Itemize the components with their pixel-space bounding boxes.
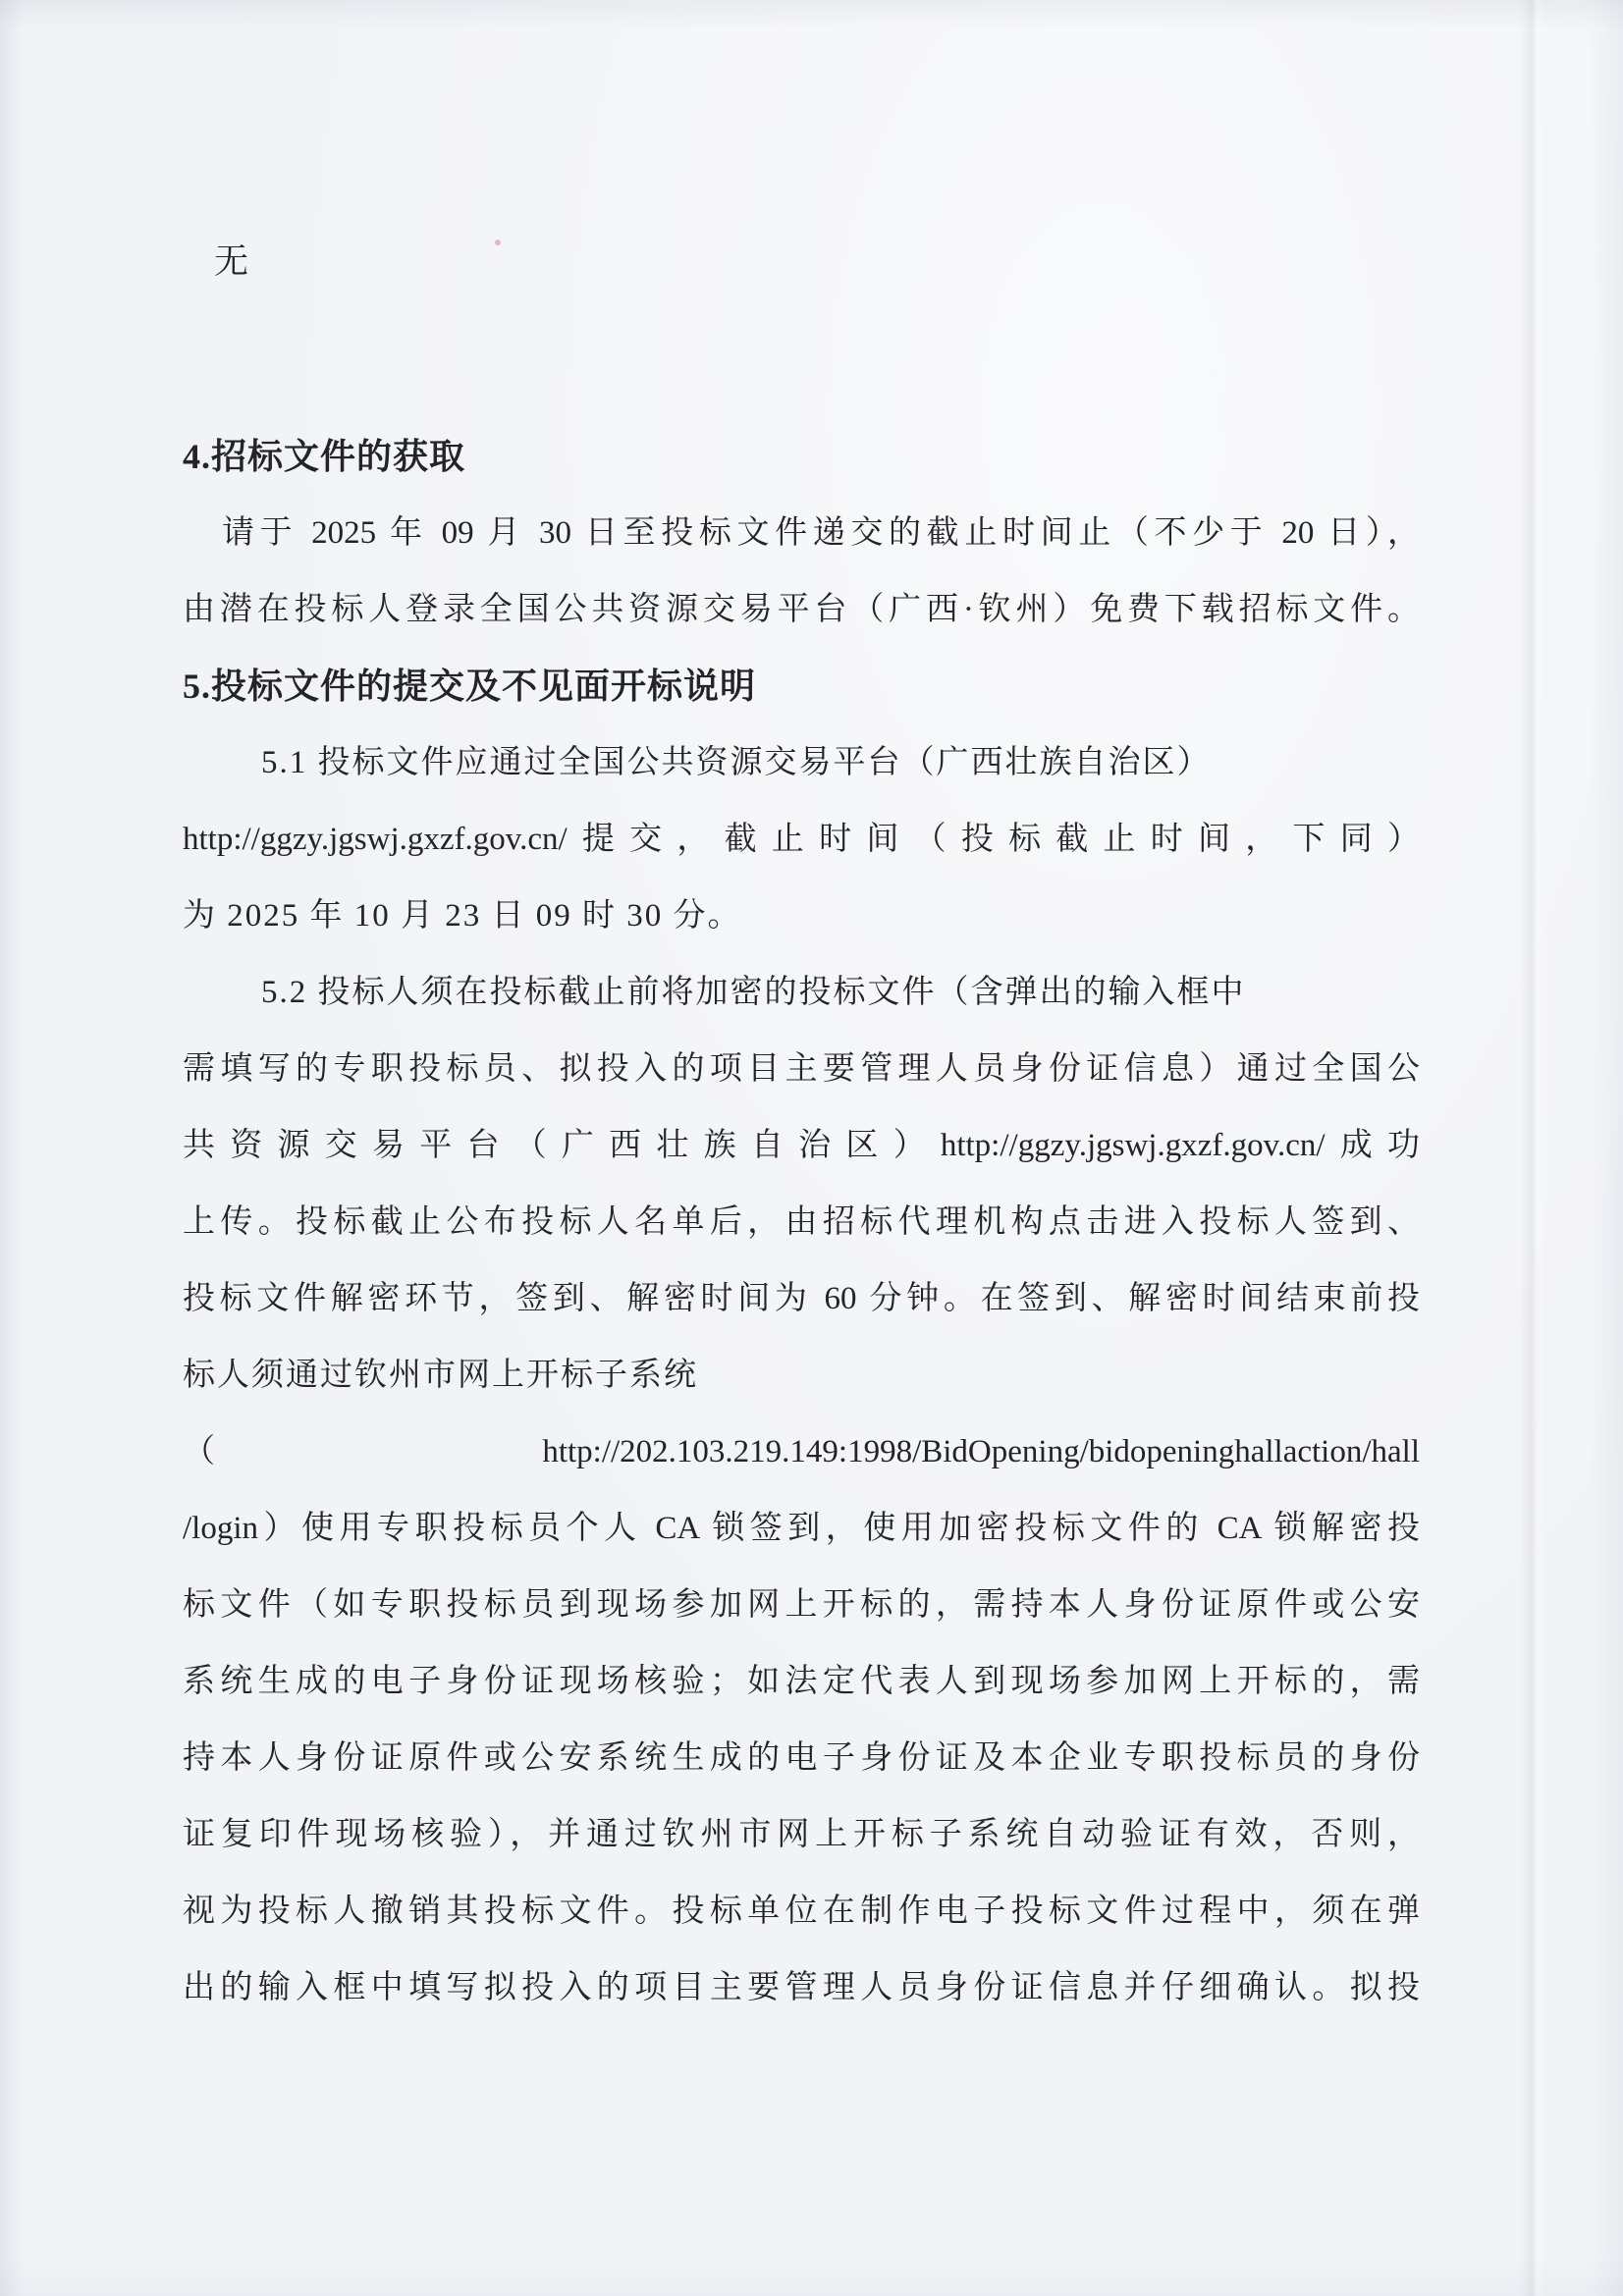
clause-5-2-line: 证复印件现场核验），并通过钦州市网上开标子系统自动验证有效，否则， [183, 1817, 1420, 1852]
top-note: 无 [214, 242, 251, 281]
section-5-heading: 5.投标文件的提交及不见面开标说明 [183, 667, 757, 706]
clause-5-2-line: 投标文件解密环节，签到、解密时间为 60 分钟。在签到、解密时间结束前投 [183, 1281, 1420, 1316]
scan-crease [1520, 0, 1545, 2296]
clause-5-1-line: http://ggzy.jgswj.gxzf.gov.cn/提交，截止时间（投标截止时间，下同） [183, 822, 1420, 857]
clause-5-2-line: （http://202.103.219.149:1998/BidOpening/bidopeninghallaction/hall [183, 1434, 1420, 1469]
clause-5-1-line: 为 2025 年 10 月 23 日 09 时 30 分。 [183, 898, 742, 934]
clause-5-2-line: 共资源交易平台（广西壮族自治区）http://ggzy.jgswj.gxzf.gov.cn/成功 [183, 1128, 1420, 1163]
clause-5-2-line: 系统生成的电子身份证现场核验；如法定代表人到现场参加网上开标的，需 [183, 1664, 1420, 1699]
clause-5-2-line: 需填写的专职投标员、拟投入的项目主要管理人员身份证信息）通过全国公 [183, 1051, 1420, 1087]
clause-5-2-line: 标文件（如专职投标员到现场参加网上开标的，需持本人身份证原件或公安 [183, 1587, 1420, 1623]
clause-5-2-line: 出的输入框中填写拟投入的项目主要管理人员身份证信息并仔细确认。拟投 [183, 1970, 1420, 2005]
clause-5-2-line: 上传。投标截止公布投标人名单后，由招标代理机构点击进入投标人签到、 [183, 1204, 1420, 1240]
section-4-line: 请于 2025 年 09 月 30 日至投标文件递交的截止时间止（不少于 20 日）， [222, 515, 1420, 551]
clause-5-2-line: 视为投标人撤销其投标文件。投标单位在制作电子投标文件过程中，须在弹 [183, 1894, 1420, 1929]
clause-5-1-line: 5.1 投标文件应通过全国公共资源交易平台（广西壮族自治区） [261, 745, 1212, 780]
section-4-heading: 4.招标文件的获取 [183, 437, 466, 476]
section-4-line: 由潜在投标人登录全国公共资源交易平台（广西·钦州）免费下载招标文件。 [183, 592, 1420, 627]
clause-5-2-line: 标人须通过钦州市网上开标子系统 [183, 1358, 698, 1393]
clause-5-2-line: 持本人身份证原件或公安系统生成的电子身份证及本企业专职投标员的身份 [183, 1740, 1420, 1776]
clause-5-2-line: 5.2 投标人须在投标截止前将加密的投标文件（含弹出的输入框中 [261, 975, 1246, 1010]
document-body [183, 0, 1420, 2026]
clause-5-2-line: /login）使用专职投标员个人 CA 锁签到，使用加密投标文件的 CA 锁解密投 [183, 1511, 1420, 1546]
